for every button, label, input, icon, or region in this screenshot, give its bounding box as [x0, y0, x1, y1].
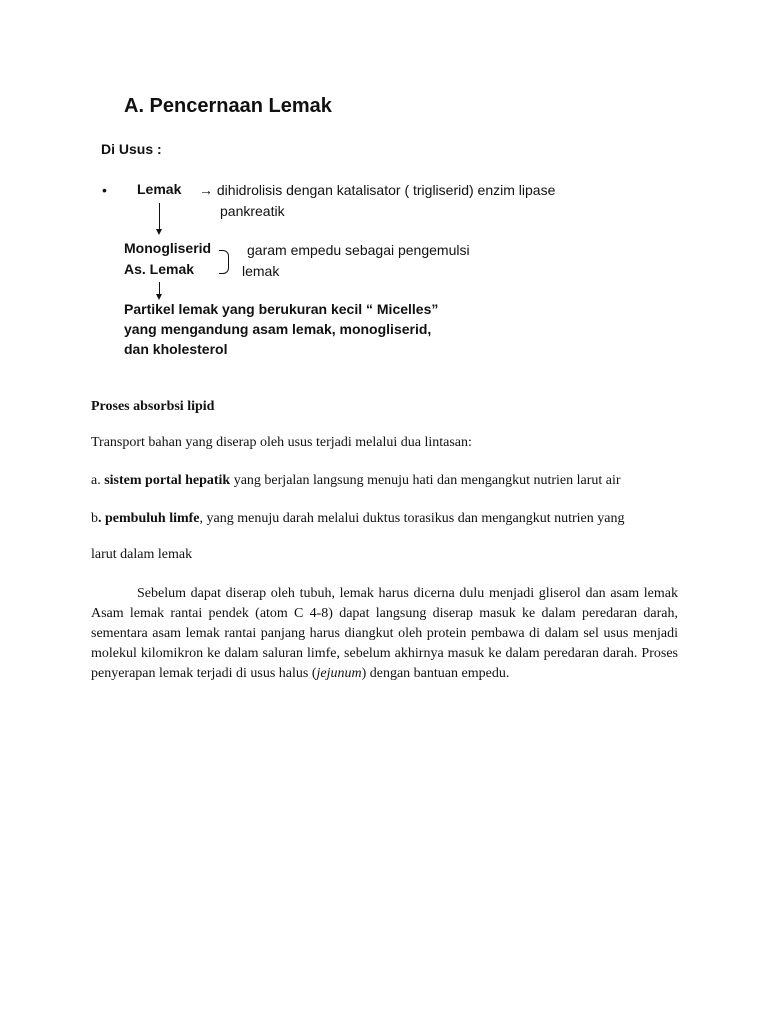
down-arrow-icon	[156, 229, 162, 235]
absorption-intro: Transport bahan yang diserap oleh usus terjadi melalui dua lintasan:	[91, 435, 472, 450]
bile-salt-text: garam empedu sebagai pengemulsi	[247, 242, 470, 258]
micelles-line: yang mengandung asam lemak, monogliserid,	[124, 321, 432, 337]
hydrolysis-text-cont: pankreatik	[220, 203, 285, 219]
micelles-line: dan kholesterol	[124, 341, 228, 357]
section-title: A. Pencernaan Lemak	[124, 95, 332, 117]
micelles-description	[124, 299, 438, 359]
hydrolysis-text: dihidrolisis dengan katalisator ( trigliserid) enzim lipase	[216, 182, 556, 198]
paragraph-term-jejunum: jejunum	[316, 666, 362, 681]
brace-icon	[219, 250, 229, 274]
monogliserid-label: Monogliserid	[124, 240, 212, 256]
absorption-heading: Proses absorbsi lipid	[91, 399, 215, 414]
hydrolysis-step	[199, 182, 555, 198]
micelles-line: Partikel lemak yang berukuran kecil “ Micelles”	[124, 301, 439, 317]
pathway-b-continued: larut dalam lemak	[91, 547, 193, 562]
paragraph-text: Sebelum dapat diserap oleh tubuh, lemak harus dicerna dulu menjadi gliserol dan asam lemak Asam lemak rantai pendek (atom C 4-8) dapat langsung diserap masuk ke dalam peredaran darah, sementara asam lemak rantai panjang harus diangkut oleh protein pembawa di dalam sel usus menjadi molekul kilomikron ke dalam saluran limfe, sebelum akhirnya masuk ke dalam peredaran darah. Proses penyerapan lemak terjadi di usus halus (	[91, 586, 678, 681]
bile-salt-text-cont: lemak	[242, 263, 280, 279]
pathway-b	[91, 511, 678, 527]
down-arrow-line	[159, 203, 160, 230]
pathway-a-prefix: a.	[91, 473, 105, 488]
pathway-a-text: yang berjalan langsung menuju hati dan mengangkut nutrien larut air	[230, 473, 621, 488]
subheading: Di Usus :	[101, 141, 162, 157]
pathway-b-prefix: b	[91, 511, 98, 526]
lemak-label: Lemak	[137, 181, 182, 197]
right-arrow-icon: →	[199, 182, 213, 198]
paragraph-text-end: ) dengan bantuan empedu.	[361, 666, 510, 681]
asam-lemak-label: As. Lemak	[124, 261, 195, 277]
pathway-a	[91, 473, 678, 489]
bullet-marker: •	[102, 182, 107, 198]
pathway-a-term: sistem portal hepatik	[104, 473, 231, 488]
absorption-paragraph	[91, 584, 678, 684]
pathway-b-text: , yang menuju darah melalui duktus torasikus dan mengangkut nutrien yang	[199, 511, 625, 526]
pathway-b-term: . pembuluh limfe	[98, 511, 200, 526]
